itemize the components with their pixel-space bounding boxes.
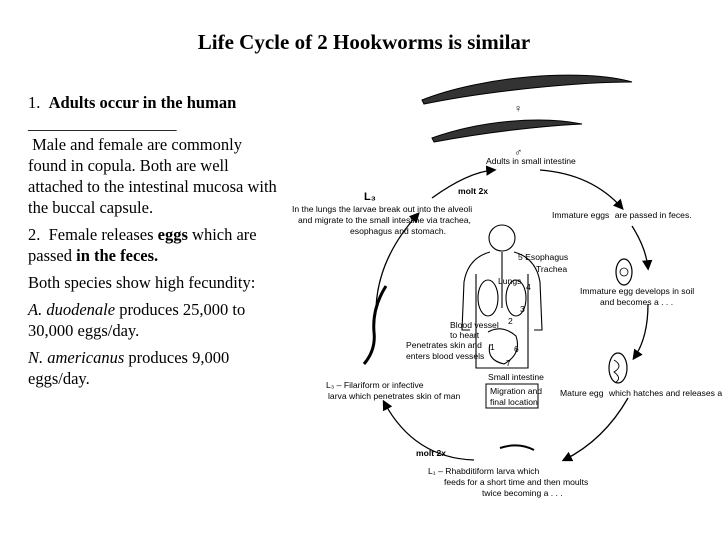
life-cycle-diagram — [282, 68, 728, 546]
arc-mature-to-l1 — [564, 398, 628, 460]
migration-2: final location — [490, 397, 538, 407]
female-symbol: ♀ — [514, 103, 523, 115]
p2-eggs: eggs — [157, 225, 188, 244]
immature-eggs-label: Immature eggs are passed in feces. — [552, 210, 692, 220]
arc-soil-to-mature — [634, 304, 648, 358]
paragraph-eggs — [28, 224, 280, 266]
filariform-2: larva which penetrates skin of man — [328, 391, 461, 401]
rhabditiform-3: twice becoming a . . . — [482, 488, 563, 498]
page-title: Life Cycle of 2 Hookworms is similar — [197, 30, 531, 54]
lungs-text-1: In the lungs the larvae break out into the alveoli — [292, 204, 473, 214]
molt-bottom-label: molt 2x — [416, 448, 447, 458]
egg-develops-1: Immature egg develops in soil — [580, 286, 695, 296]
lungs-text-3: esophagus and stomach. — [350, 226, 447, 236]
mature-egg-label: Mature egg which hatches and releases a — [560, 388, 723, 398]
penetrates-1: Penetrates skin and — [406, 340, 482, 350]
lungs-label: Lungs — [498, 276, 522, 286]
mature-egg-larva — [614, 360, 619, 382]
rhabditiform-larva — [500, 445, 534, 450]
rhabditiform-2: feeds for a short time and then moults — [444, 477, 589, 487]
p1-number: 1. — [28, 93, 41, 112]
species-americanus: N. americanus — [28, 348, 125, 367]
adults-label: Adults in small intestine — [486, 156, 576, 166]
filariform-larva — [364, 286, 386, 364]
p2-text-a: Female releases — [48, 225, 154, 244]
arc-adults-to-eggs — [540, 170, 622, 208]
penetrates-2: enters blood vessels — [406, 351, 485, 361]
male-worm — [432, 120, 582, 142]
step-1: 1 — [490, 342, 495, 352]
p1-blank: __________________ — [28, 114, 177, 133]
step-7: 7 — [506, 358, 511, 368]
p1-bold: Adults occur in the human — [48, 93, 237, 112]
molt-top-label: molt 2x — [458, 186, 489, 196]
migration-1: Migration and — [490, 386, 543, 396]
step-6: 6 — [514, 344, 519, 354]
filariform-1: L₃ – Filariform or infective — [326, 380, 424, 390]
egg-develops-2: and becomes a . . . — [600, 297, 674, 307]
blood-vessel-1: Blood vessel — [450, 320, 499, 330]
immature-egg-shape — [616, 259, 632, 285]
duodenale-rate: produces 25,000 to 30,000 eggs/day. — [28, 300, 246, 340]
trachea-label: Trachea — [536, 264, 568, 274]
step-2: 2 — [508, 316, 513, 326]
rhabditiform-1: L₁ – Rhabditiform larva which — [428, 466, 540, 476]
species-duodenale: A. duodenale — [28, 300, 116, 319]
p2-number: 2. — [28, 225, 41, 244]
small-intestine-label: Small intestine — [488, 372, 544, 382]
lungs-text-2: and migrate to the small intestine via trachea, — [298, 215, 471, 225]
esophagus-label: 5 Esophagus — [518, 252, 569, 262]
p1-rest: Male and female are commonly found in copula. Both are well attached to the intestinal mucosa with the buccal capsule. — [28, 135, 277, 217]
p2-feces: in the feces. — [76, 246, 159, 265]
female-worm — [422, 75, 632, 104]
step-3: 3 — [520, 304, 525, 314]
paragraph-fecundity: Both species show high fecundity: — [28, 273, 256, 292]
paragraph-americanus — [28, 347, 280, 389]
text-panel — [28, 92, 280, 395]
americanus-rate: produces 9,000 eggs/day. — [28, 348, 230, 388]
blood-vessel-2: to heart — [450, 330, 480, 340]
l3-top-label: L₃ — [364, 191, 376, 203]
arc-eggs-to-soil — [632, 226, 648, 268]
male-symbol: ♂ — [514, 147, 523, 159]
step-4: 4 — [526, 282, 531, 292]
p2-text-b: which are passed — [28, 225, 257, 265]
immature-egg-cells — [620, 268, 628, 276]
paragraph-duodenale — [28, 299, 280, 341]
paragraph-adults — [28, 92, 280, 218]
